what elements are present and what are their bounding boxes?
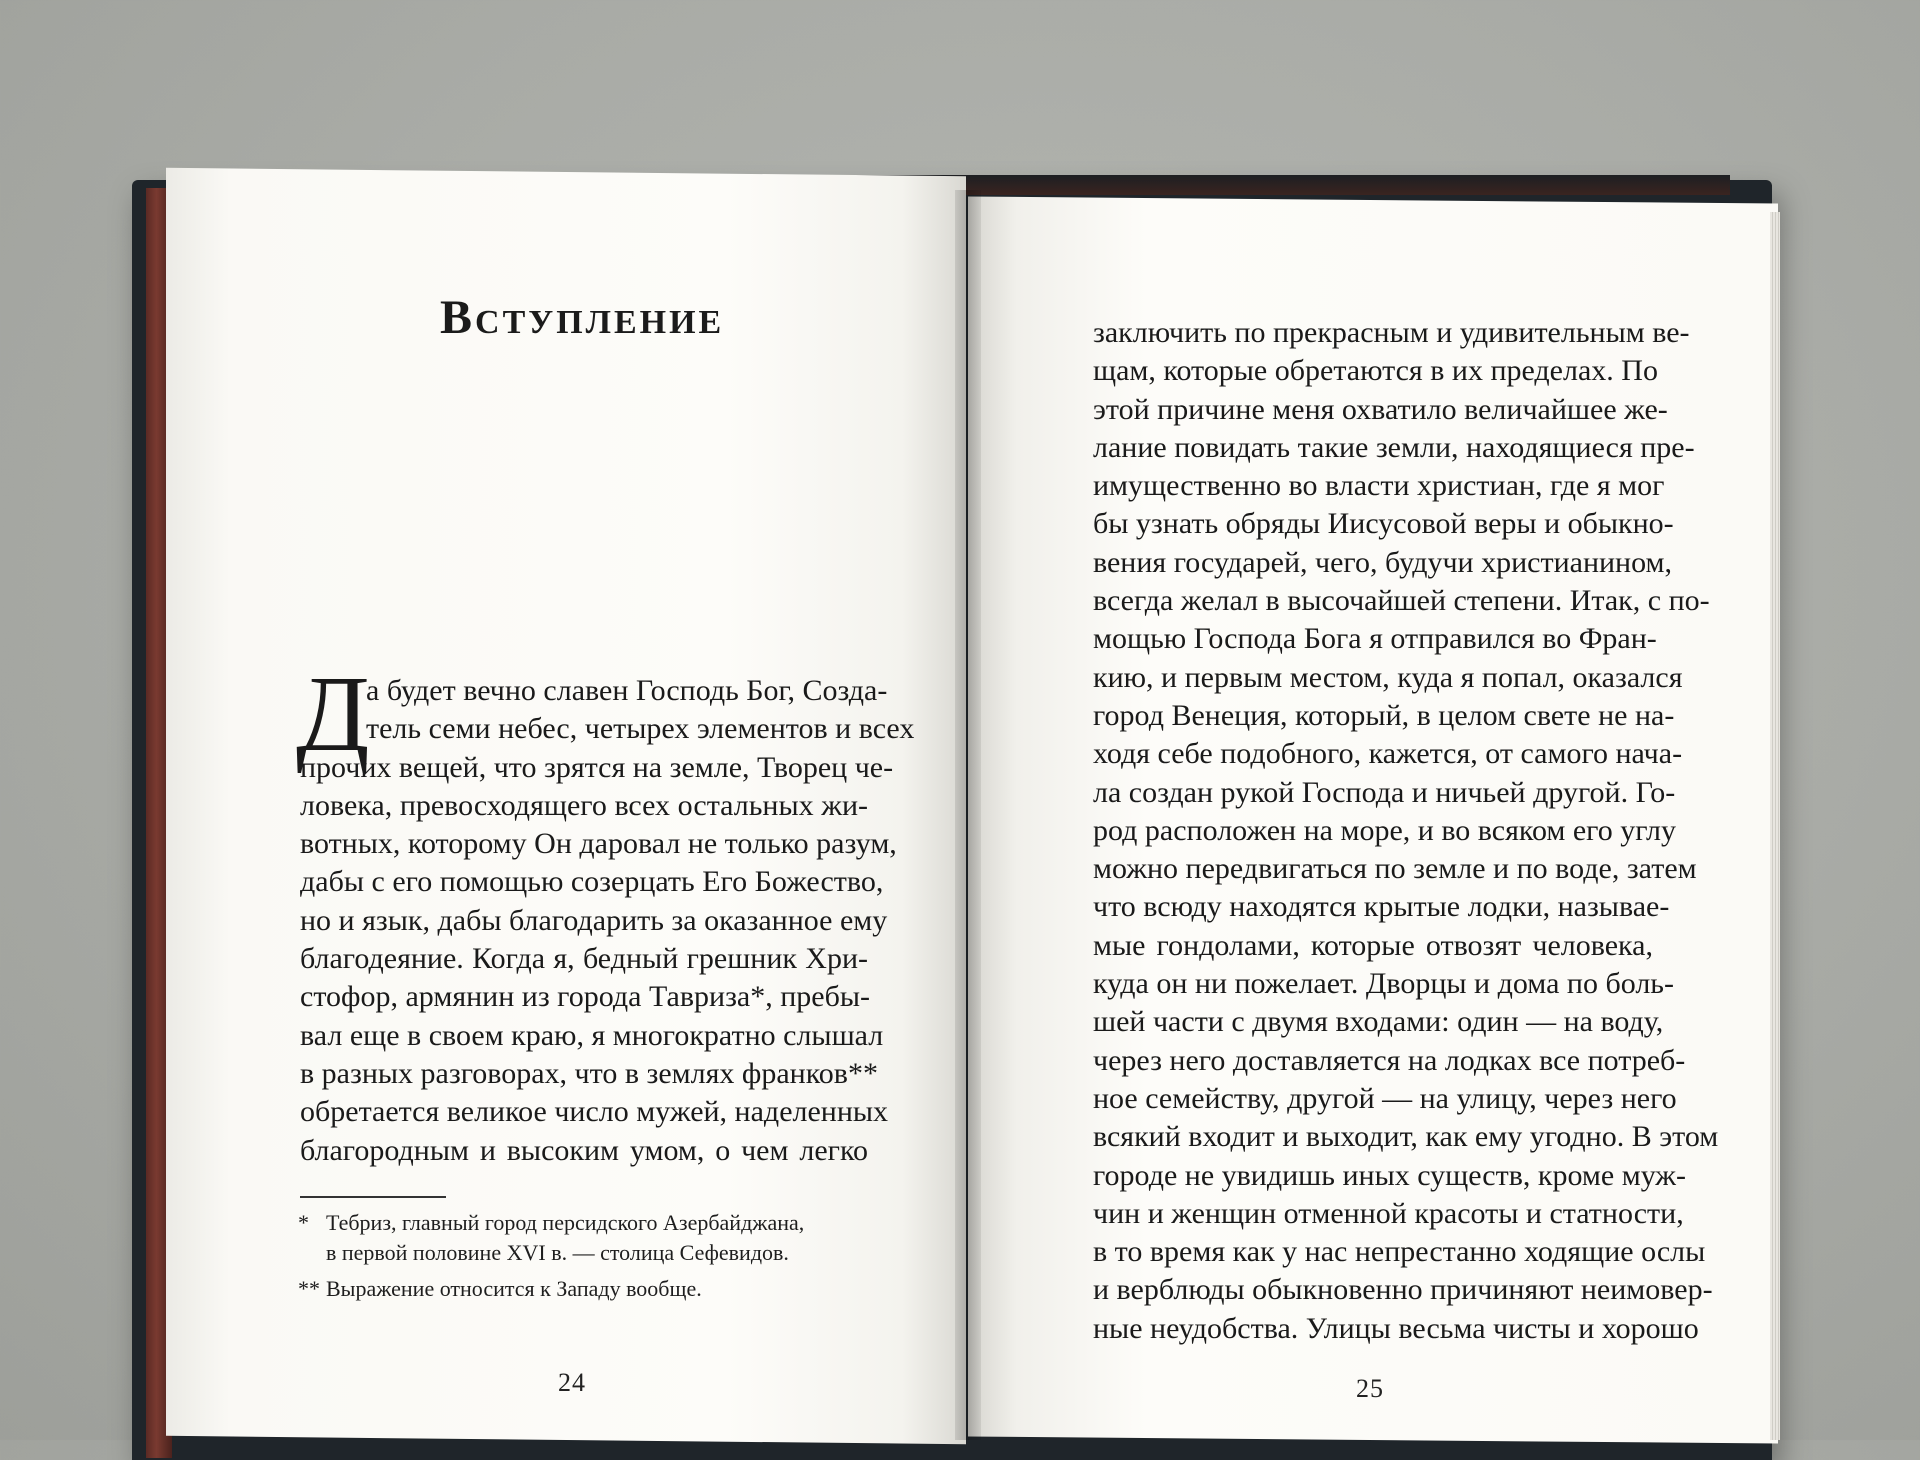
text-line: прочих вещей, что зрятся на земле, Творец че-: [300, 750, 894, 784]
text-line: имущественно во власти христиан, где я мог: [1093, 469, 1665, 503]
text-line: вения государей, чего, будучи христианином,: [1093, 545, 1673, 579]
text-line: в то время как у нас непрестанно ходящие ослы: [1093, 1235, 1706, 1269]
text-line: стофор, армянин из города Тавриза*, пребы-: [300, 980, 871, 1014]
text-line: щам, которые обретаются в их пределах. По: [1093, 354, 1658, 388]
text-line: благородным и высоким умом, о чем легко: [300, 1133, 868, 1167]
text-line: но и язык, дабы благодарить за оказанное ему: [300, 903, 888, 937]
chapter-heading: Вступление: [440, 291, 725, 344]
text-line: кию, и первым местом, куда я попал, оказался: [1093, 660, 1683, 694]
text-line: ходя себе подобного, кажется, от самого нача-: [1093, 737, 1683, 771]
left-page-body: [300, 672, 915, 1170]
footnote-line: Тебриз, главный город персидского Азербайджана,: [326, 1210, 805, 1235]
footnote-mark: *: [298, 1210, 309, 1235]
page-number-right: 25: [1356, 1374, 1384, 1403]
page-number-left: 24: [558, 1368, 586, 1397]
text-line: обретается великое число мужей, наделенных: [300, 1095, 889, 1129]
text-line: чин и женщин отменной красоты и статности,: [1093, 1196, 1684, 1230]
text-line: заключить по прекрасным и удивительным ве-: [1093, 316, 1690, 349]
footnote-rule: [300, 1196, 446, 1198]
text-line: всякий входит и выходит, как ему угодно. В этом: [1093, 1120, 1719, 1154]
text-line: куда он ни пожелает. Дворцы и дома по боль-: [1093, 967, 1674, 1001]
text-line: бы узнать обряды Иисусовой веры и обыкно-: [1093, 507, 1674, 541]
text-line: благодеяние. Когда я, бедный грешник Хри-: [300, 942, 868, 976]
text-line: город Венеция, который, в целом свете не на-: [1093, 698, 1675, 732]
text-line: а будет вечно славен Господь Бог, Созда-: [366, 674, 888, 707]
footnote-line: Выражение относится к Западу вообще.: [326, 1276, 702, 1301]
text-line: мые гондолами, которые отвозят человека,: [1093, 928, 1653, 962]
text-line: всегда желал в высочайшей степени. Итак, с по-: [1093, 584, 1710, 618]
text-line: через него доставляется на лодках все потреб-: [1093, 1043, 1686, 1077]
text-line: можно передвигаться по земле и по воде, затем: [1093, 852, 1697, 886]
text-line: этой причине меня охватило величайшее же-: [1093, 392, 1668, 426]
text-line: вал еще в своем краю, я многократно слышал: [300, 1018, 884, 1052]
text-line: ное семейству, другой — на улицу, через него: [1093, 1081, 1677, 1115]
text-line: ла создан рукой Господа и ничьей другой. Го-: [1093, 775, 1676, 809]
text-line: род расположен на море, и во всяком его углу: [1093, 813, 1676, 847]
text-line: ные неудобства. Улицы весьма чисты и хорошо: [1093, 1311, 1699, 1345]
right-page-body: [1093, 314, 1719, 1348]
footnote-line: в первой половине XVI в. — столица Сефевидов.: [326, 1240, 789, 1265]
text-line: что всюду находятся крытые лодки, называе-: [1093, 890, 1670, 924]
footnote: [298, 1208, 898, 1268]
text-line: дабы с его помощью созерцать Его Божество,: [300, 865, 884, 899]
text-line: ловека, превосходящего всех остальных жи-: [300, 788, 868, 822]
text-line: шей части с двумя входами: один — на воду,: [1093, 1005, 1664, 1039]
book-gutter: [955, 190, 981, 1440]
text-line: в разных разговорах, что в землях франков**: [300, 1056, 878, 1090]
text-line: городе не увидишь иных существ, кроме муж-: [1093, 1158, 1687, 1192]
page-stack-edge: [1770, 212, 1780, 1440]
text-line: мощью Господа Бога я отправился во Фран-: [1093, 622, 1657, 656]
text-line: и верблюды обыкновенно причиняют неимовер-: [1093, 1273, 1713, 1307]
footnotes: [298, 1208, 898, 1304]
text-line: тель семи небес, четырех элементов и всех: [366, 712, 915, 746]
text-line: лание повидать такие земли, находящиеся пре-: [1093, 430, 1695, 464]
footnote-mark: **: [298, 1276, 320, 1301]
drop-cap: Д: [296, 655, 370, 774]
footnote: [298, 1274, 898, 1304]
text-line: вотных, которому Он даровал не только разум,: [300, 827, 897, 861]
